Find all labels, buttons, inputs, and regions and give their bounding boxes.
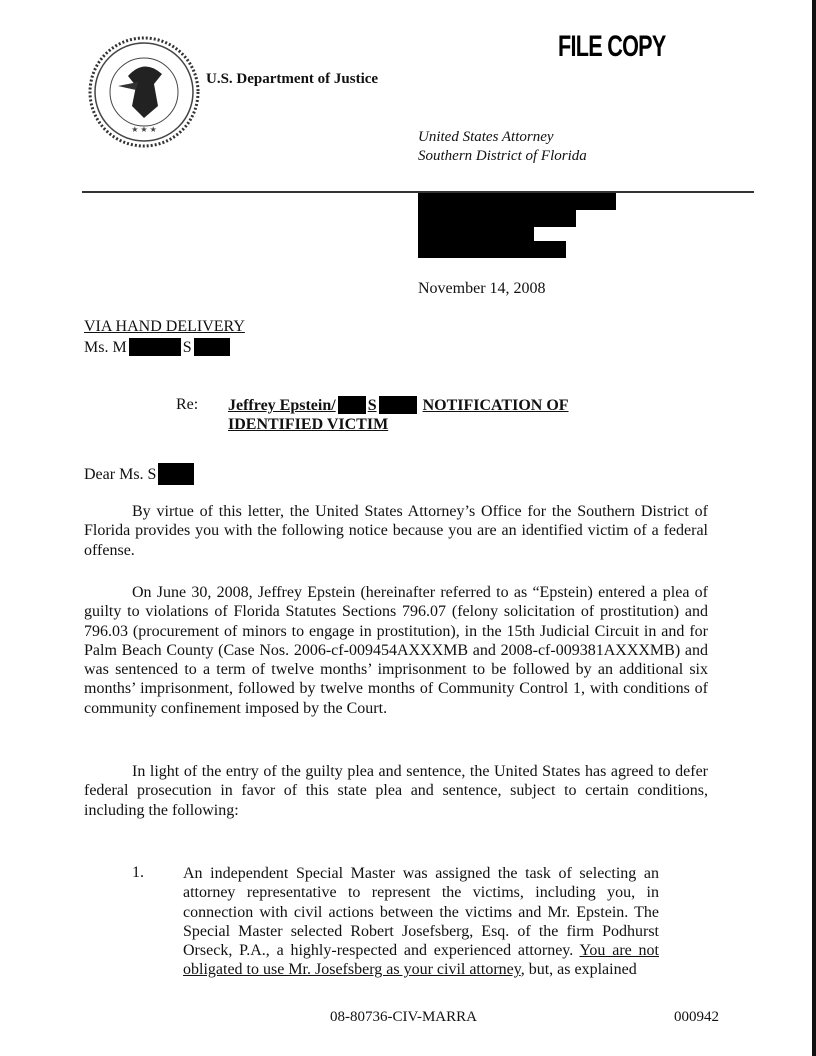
re-subject-part-1: Jeffrey Epstein/ <box>228 397 336 414</box>
re-subject-part-2: S <box>367 397 377 414</box>
re-subject-part-3: NOTIFICATION OF <box>422 397 569 414</box>
re-label: Re: <box>176 396 199 413</box>
scan-edge <box>812 0 816 1056</box>
list-item-number: 1. <box>132 864 144 881</box>
redaction-block <box>338 396 366 414</box>
redaction-block <box>194 338 230 356</box>
list-item-emphasis: You are not obligated to use Mr. Josefsberg as your civil attorney <box>183 942 659 979</box>
redaction-block <box>129 338 181 356</box>
salutation: Dear Ms. S <box>84 466 157 483</box>
re-subject-line-1 <box>228 396 569 415</box>
redaction-block <box>418 227 534 241</box>
letter-date: November 14, 2008 <box>418 280 546 297</box>
bates-number: 000942 <box>674 1009 719 1025</box>
delivery-method: VIA HAND DELIVERY <box>84 318 245 335</box>
list-item-tail: , but, as explained <box>520 961 637 979</box>
re-subject-line-2: IDENTIFIED VICTIM <box>228 416 389 433</box>
redaction-block <box>158 463 194 485</box>
addressee-part-2: S <box>182 339 192 356</box>
list-item-1 <box>183 864 659 980</box>
addressee <box>84 338 230 357</box>
redaction-block <box>418 210 576 227</box>
addressee-part-1: Ms. M <box>84 339 127 356</box>
agency-name: U.S. Department of Justice <box>206 71 379 87</box>
list-item-text: An independent Special Master was assigned the task of selecting an attorney representative to represent the victims, including you, in connection with civil actions between the victims and Mr. Epstein. The Special Master selected Robert Josefsberg, Esq. of the firm Podhurst Orseck, P.A., a highly-respected and experienced attorney. <box>183 865 659 960</box>
redaction-block <box>418 193 616 210</box>
doj-seal-logo <box>88 36 200 148</box>
redaction-block <box>418 241 566 258</box>
svg-text:★ ★ ★: ★ ★ ★ <box>131 125 157 134</box>
salutation-line <box>84 463 194 485</box>
body-paragraph-3: In light of the entry of the guilty plea and sentence, the United States has agreed to defer federal prosecution in favor of this state plea and sentence, subject to certain conditions, including the following: <box>84 763 708 819</box>
case-number: 08-80736-CIV-MARRA <box>330 1009 477 1025</box>
redaction-block <box>379 396 417 414</box>
body-paragraph-1: By virtue of this letter, the United States Attorney’s Office for the Southern District of Florida provides you with the following notice because you are an identified victim of a federal offense. <box>84 503 708 559</box>
body-paragraph-2: On June 30, 2008, Jeffrey Epstein (hereinafter referred to as “Epstein) entered a plea of guilty to violations of Florida Statutes Sections 796.07 (felony solicitation of prostitution) and 796.03 (procurement of minors to engage in prostitution), in the 15th Judicial Circuit in and for Palm Beach County (Case Nos. 2006-cf-009454AXXXMB and 2008-cf-009381AXXXMB) and was sentenced to a term of twelve months’ imprisonment to be followed by an additional six months’ imprisonment, followed by twelve months of Community Control 1, with conditions of community confinement imposed by the Court. <box>84 584 708 717</box>
office-line-2: Southern District of Florida <box>418 148 587 164</box>
file-copy-stamp: FILE COPY <box>558 30 666 63</box>
office-line-1: United States Attorney <box>418 129 554 145</box>
